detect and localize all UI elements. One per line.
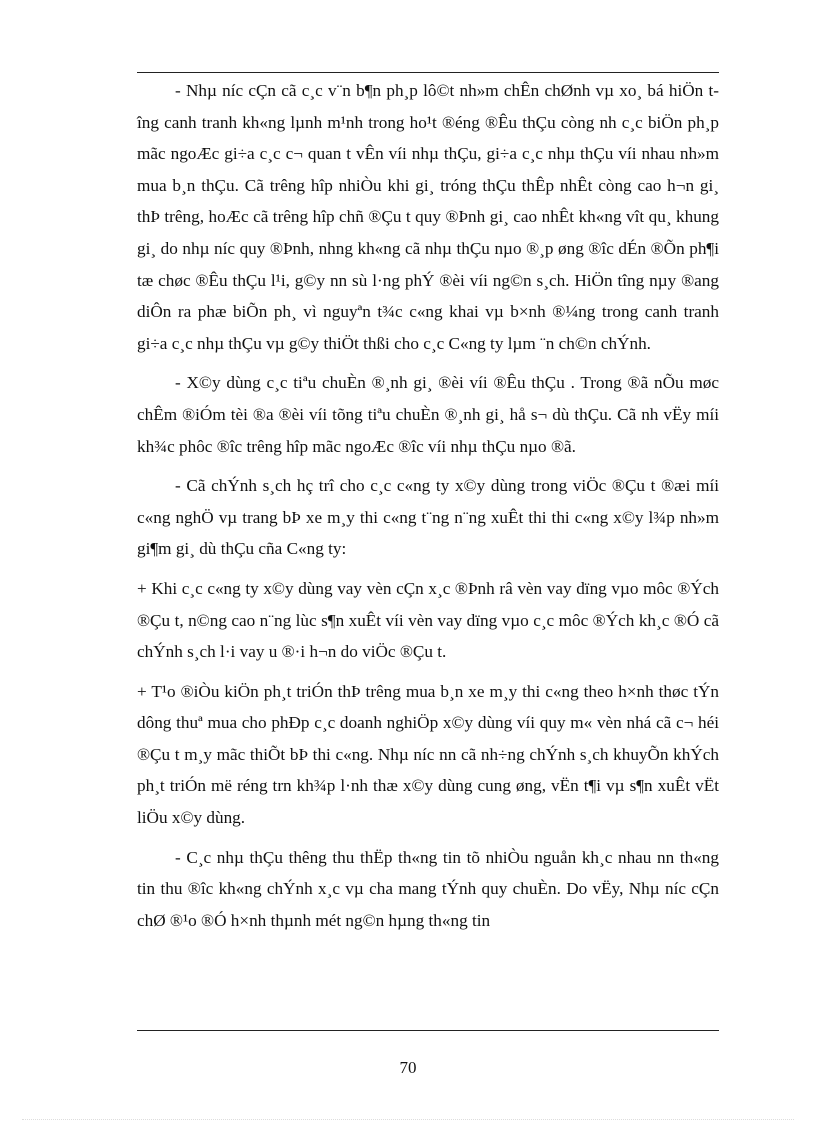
- paragraph-1: - Nhµ níc cÇn cã c¸c v¨n b¶n ph¸p lô©t nh»m chÊn chØnh vµ xo¸ bá hiÖn tîng canh tranh kh«ng lµnh m¹nh trong ho¹t ®éng ®Êu thÇu còng nh c¸c biÖn ph¸p mãc ngoÆc gi÷a c¸c c¬ quan t vÊn víi nhµ thÇu, gi÷a c¸c nhµ thÇu víi nhau nh»m mua b¸n thÇu. Cã trêng hîp nhiÒu khi gi¸ tróng thÇu thÊp nhÊt còng cao h¬n gi¸ thÞ trêng, hoÆc cã trêng hîp chñ ®Çu t quy ®Þnh gi¸ cao nhÊt kh«ng vît qu¸ khung gi¸ do nhµ níc quy ®Þnh, nhng kh«ng cã nhµ thÇu nµo ®¸p øng ®îc dÉn ®Õn ph¶i tæ chøc ®Êu thÇu l¹i, g©y nn sù l·ng phÝ ®èi víi ng©n s¸ch. HiÖn tîng nµy ®ang diÔn ra phæ biÕn ph¸ vì nguyªn t¾c c«ng khai vµ b×nh ®¼ng trong canh tranh gi÷a c¸c nhµ thÇu vµ g©y thiÖt thßi cho c¸c C«ng ty lµm ¨n ch©n chÝnh.: [137, 81, 719, 353]
- paragraph-3: - Cã chÝnh s¸ch hç trî cho c¸c c«ng ty x©y dùng trong viÖc ®Çu t ®æi míi c«ng nghÖ vµ trang bÞ xe m¸y thi c«ng t¨ng n¨ng xuÊt thi thi c«ng x©y l¾p nh»m gi¶m gi¸ dù thÇu cña C«ng ty:: [137, 476, 719, 559]
- page-edge-dotted-line: [22, 1119, 794, 1120]
- header-rule: [137, 72, 719, 73]
- paragraph-4: + Khi c¸c c«ng ty x©y dùng vay vèn cÇn x¸c ®Þnh râ vèn vay dïng vµo môc ®Ých ®Çu t, n©ng cao n¨ng lùc s¶n xuÊt víi vèn vay dïng vµo c¸c môc ®Ých kh¸c ®Ó cã chÝnh s¸ch l·i vay u ®·i h¬n do viÖc ®Çu t.: [137, 578, 719, 662]
- page-number: 70: [399, 1058, 417, 1077]
- footer-rule: [137, 1030, 719, 1031]
- paragraph-6: - C¸c nhµ thÇu thêng thu thËp th«ng tin tõ nhiÒu nguån kh¸c nhau nn th«ng tin thu ®îc kh«ng chÝnh x¸c vµ cha mang tÝnh quy chuÈn. Do vËy, Nhµ níc cÇn chØ ®¹o ®Ó h×nh thµnh mét ng©n hµng th«ng tin: [137, 847, 719, 930]
- paragraph-2: - X©y dùng c¸c tiªu chuÈn ®¸nh gi¸ ®èi víi ®Êu thÇu . Trong ®ã nÕu møc chÊm ®iÓm tèi ®a ®èi víi tõng tiªu chuÈn ®¸nh gi¸ hå s¬ dù thÇu. Cã nh vËy míi kh¾c phôc ®îc trêng hîp mãc ngoÆc ®îc víi nhµ thÇu nµo ®ã.: [137, 373, 719, 456]
- body-text: [137, 75, 719, 936]
- paragraph-5: + T¹o ®iÒu kiÖn ph¸t triÓn thÞ trêng mua b¸n xe m¸y thi c«ng theo h×nh thøc tÝn dông thuª mua cho phÐp c¸c doanh nghiÖp x©y dùng víi quy m« vèn nhá cã c¬ héi ®Çu t m¸y mãc thiÕt bÞ thi c«ng. Nhµ níc nn cã nh÷ng chÝnh s¸ch khuyÕn khÝch ph¸t triÓn më réng trn kh¾p l·nh thæ x©y dùng cung øng, vËn t¶i vµ s¶n xuÊt vËt liÖu x©y dùng.: [137, 681, 719, 828]
